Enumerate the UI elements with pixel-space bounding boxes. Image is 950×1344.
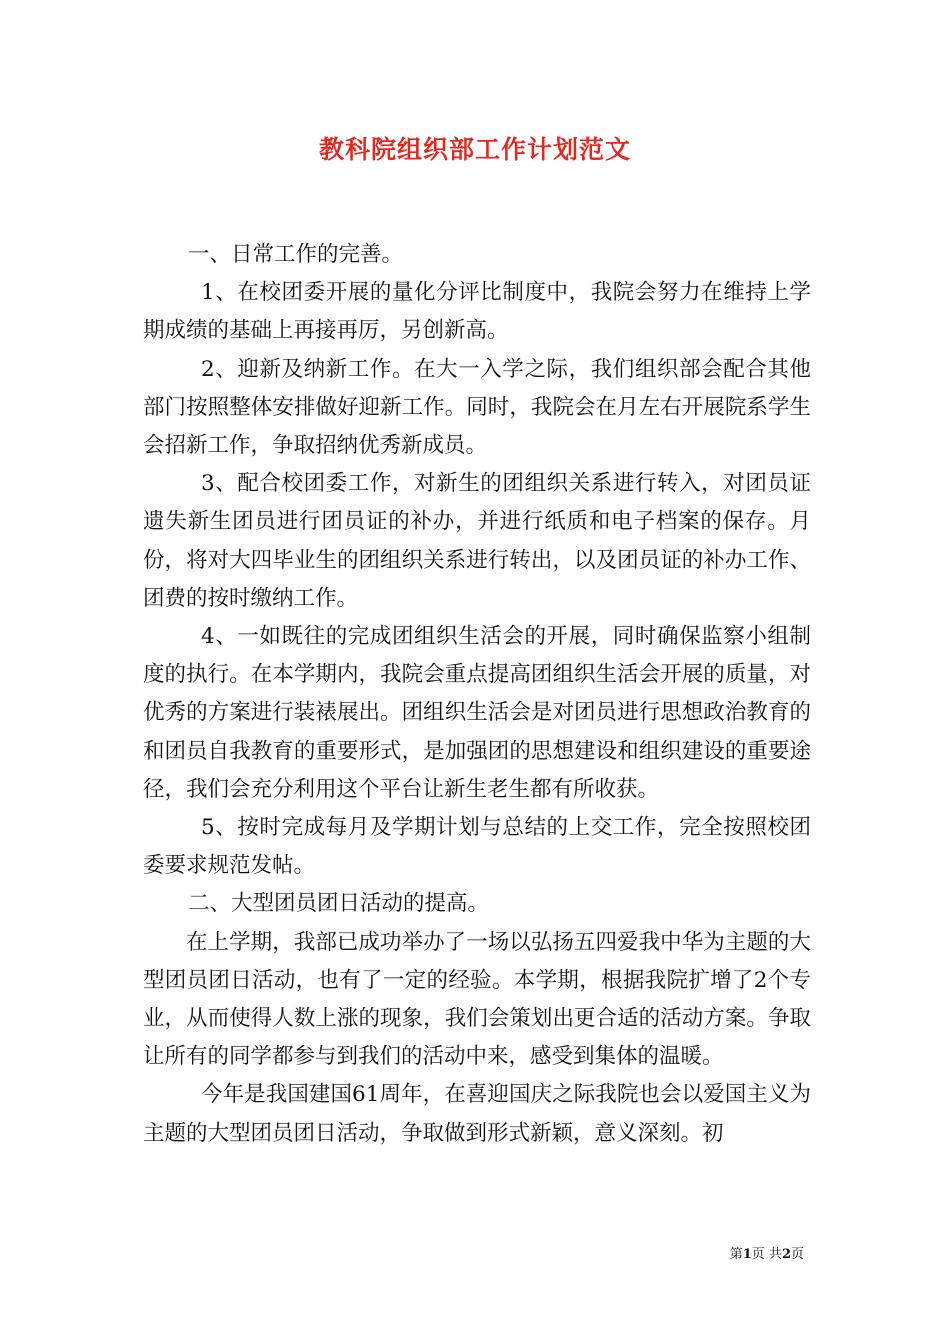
footer-prefix: 第 [729,1247,743,1262]
paragraph-item-1: 1、在校团委开展的量化分评比制度中，我院会努力在维持上学期成绩的基础上再接再厉，另创新高。 [143,280,811,344]
section-heading-2: 二、大型团员团日活动的提高。 [188,891,490,917]
paragraph-section-2-b: 今年是我国建国61周年，在喜迎国庆之际我院也会以爱国主义为主题的大型团员团日活动，争取做到形式新颖，意义深刻。初 [143,1082,811,1146]
footer-middle: 页 共 [751,1247,782,1262]
page-number-footer [730,1246,804,1264]
footer-total-pages: 2 [781,1247,791,1262]
paragraph-item-2: 2、迎新及纳新工作。在大一入学之际，我们组织部会配合其他部门按照整体安排做好迎新工作。同时，我院会在月左右开展院系学生会招新工作，争取招纳优秀新成员。 [143,356,811,459]
footer-suffix: 页 [790,1247,804,1262]
paragraph-item-5: 5、按时完成每月及学期计划与总结的上交工作，完全按照校团委要求规范发帖。 [143,815,811,879]
paragraph-item-3: 3、配合校团委工作，对新生的团组织关系进行转入，对团员证遗失新生团员进行团员证的补办，并进行纸质和电子档案的保存。月份，将对大四毕业生的团组织关系进行转出，以及团员证的补办工作、团费的按时缴纳工作。 [143,471,811,611]
paragraph-section-2-a: 在上学期，我部已成功举办了一场以弘扬五四爱我中华为主题的大型团员团日活动，也有了一定的经验。本学期，根据我院扩增了2个专业，从而使得人数上涨的现象，我们会策划出更合适的活动方案。争取让所有的同学都参与到我们的活动中来，感受到集体的温暖。 [143,929,811,1070]
document-title: 教科院组织部工作计划范文 [318,135,631,164]
paragraph-item-4: 4、一如既往的完成团组织生活会的开展，同时确保监察小组制度的执行。在本学期内，我院会重点提高团组织生活会开展的质量，对优秀的方案进行装裱展出。团组织生活会是对团员进行思想政治教育的和团员自我教育的重要形式，是加强团的思想建设和组织建设的重要途径，我们会充分利用这个平台让新生老生都有所收获。 [143,624,811,802]
footer-current-page: 1 [742,1247,752,1262]
document-body [143,236,811,1153]
section-heading-1: 一、日常工作的完善。 [188,242,404,267]
